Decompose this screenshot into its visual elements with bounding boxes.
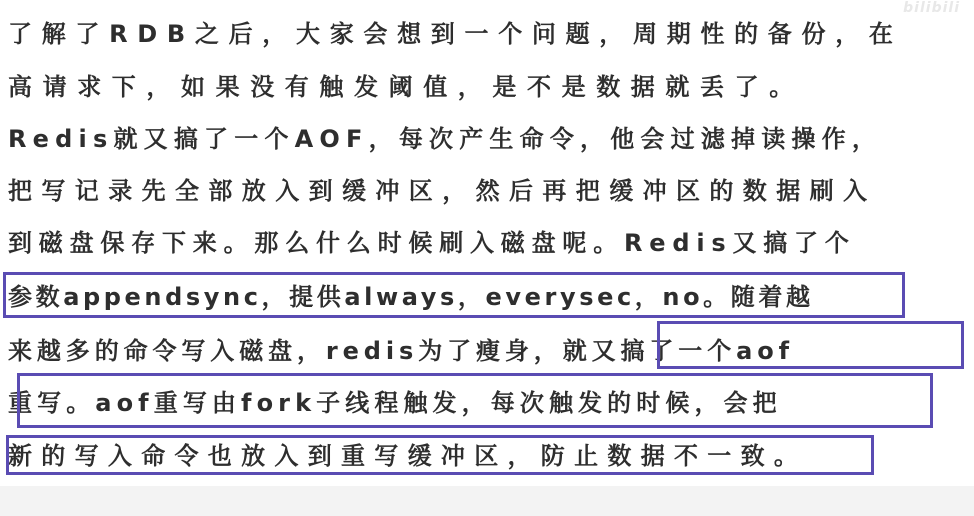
highlight-box-appendsync: [3, 272, 905, 318]
text-line-5: 到磁盘保存下来。那么什么时候刷入磁盘呢。Redis又搞了个: [8, 229, 856, 257]
text-line-2: 高请求下，如果没有触发阈值，是不是数据就丢了。: [8, 73, 804, 101]
highlight-box-aof-rewrite-start: [657, 321, 964, 369]
bilibili-watermark: bilibili: [903, 0, 960, 16]
text-line-6: 参数appendsync，提供always，everysec，no。随着越: [8, 283, 814, 311]
text-line-8: 重写。aof重写由fork子线程触发，每次触发的时候，会把: [8, 389, 782, 417]
text-line-3: Redis就又搞了一个AOF，每次产生命令，他会过滤掉读操作，: [8, 125, 883, 153]
bottom-strip: [0, 486, 974, 516]
text-line-1: 了解了RDB之后，大家会想到一个问题，周期性的备份，在: [8, 20, 903, 48]
text-line-9: 新的写入命令也放入到重写缓冲区，防止数据不一致。: [8, 442, 808, 470]
text-line-7: 来越多的命令写入磁盘，redis为了瘦身，就又搞了一个aof: [8, 337, 794, 365]
text-line-4: 把写记录先全部放入到缓冲区，然后再把缓冲区的数据刷入: [8, 177, 877, 205]
highlight-box-aof-rewrite-fork: [17, 373, 933, 428]
highlight-box-rewrite-buffer: [6, 435, 874, 475]
